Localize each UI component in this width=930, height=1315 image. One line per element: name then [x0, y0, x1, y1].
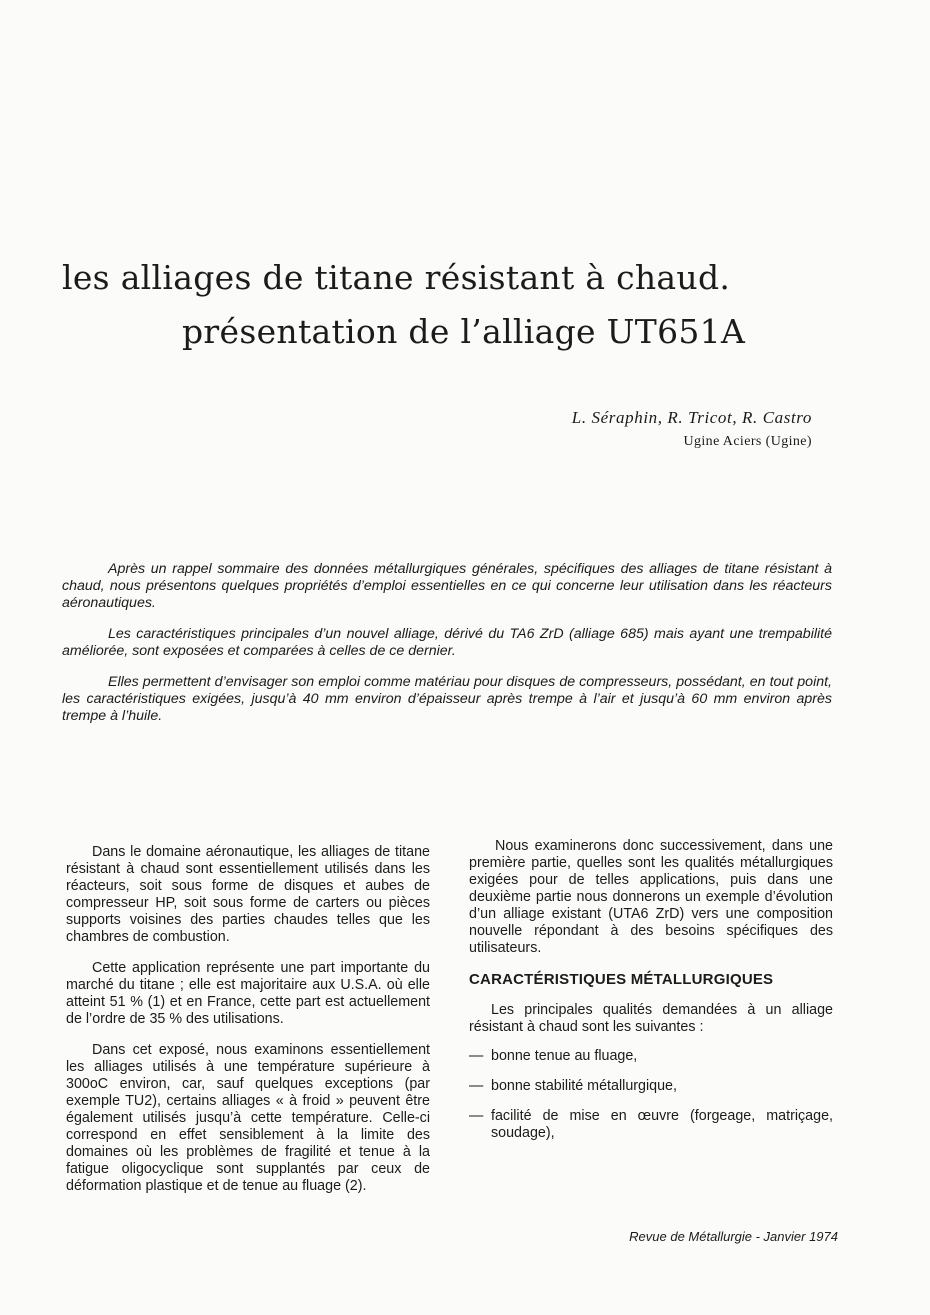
abstract	[62, 561, 832, 739]
abstract-paragraph: Après un rappel sommaire des données métallurgiques générales, spécifiques des alliages de titane résistant à chaud, nous présentons quelques propriétés d’emploi essentielles en ce qui concerne leur utilisation dans les réacteurs aéronautiques.	[62, 561, 832, 611]
section-heading: CARACTÉRISTIQUES MÉTALLURGIQUES	[469, 971, 774, 988]
right-column	[469, 838, 833, 1155]
abstract-paragraph: Elles permettent d’envisager son emploi comme matériau pour disques de compresseurs, possédant, en tout point, les caractéristiques exigées, jusqu’à 40 mm environ d’épaisseur après trempe à l’air et jusqu’à 60 mm environ après trempe à l’huile.	[62, 674, 832, 724]
body-paragraph: Nous examinerons donc successivement, dans une première partie, quelles sont les qualités métallurgiques exigées pour de telles applications, puis dans une deuxième partie nous donnerons un exemple d’évolution d’un alliage existant (UTA6 ZrD) vers une composition nouvelle répondant à des besoins spécifiques des utilisateurs.	[469, 838, 833, 956]
body-paragraph: Dans le domaine aéronautique, les alliages de titane résistant à chaud sont essentiellement utilisés dans les réacteurs, soit sous forme de disques et aubes de compresseur HP, soit sous forme de carters ou pièces supports voisines des parties chaudes telles que les chambres de combustion.	[66, 844, 430, 945]
list-item: — facilité de mise en œuvre (forgeage, matriçage, soudage),	[469, 1108, 833, 1142]
abstract-paragraph: Les caractéristiques principales d’un nouvel alliage, dérivé du TA6 ZrD (alliage 685) mais ayant une trempabilité améliorée, sont exposées et comparées à celles de ce dernier.	[62, 626, 832, 659]
title-line-1: les alliages de titane résistant à chaud.	[62, 258, 731, 297]
affiliation: Ugine Aciers (Ugine)	[683, 434, 812, 449]
body-paragraph: Les principales qualités demandées à un alliage résistant à chaud sont les suivantes :	[469, 1002, 833, 1035]
qualities-list	[469, 1048, 833, 1142]
list-item: — bonne tenue au fluage,	[469, 1048, 833, 1065]
body-paragraph: Dans cet exposé, nous examinons essentiellement les alliages utilisés à une température supérieure à 300oC environ, car, sauf quelques exceptions (par exemple TU2), certains alliages « à froid » peuvent être également utilisés jusqu’à cette température. Celle-ci correspond en effet sensiblement à la limite des domaines où les problèmes de fragilité et tenue à la fatigue oligocyclique sont supplantés par ceux de déformation plastique et de tenue au fluage (2).	[66, 1042, 430, 1194]
body-paragraph: Cette application représente une part importante du marché du titane ; elle est majoritaire aux U.S.A. où elle atteint 51 % (1) et en France, cette part est actuellement de l’ordre de 35 % des utilisations.	[66, 960, 430, 1027]
title-line-2: présentation de l’alliage UT651A	[182, 312, 746, 351]
authors: L. Séraphin, R. Tricot, R. Castro	[571, 408, 812, 427]
journal-footer: Revue de Métallurgie - Janvier 1974	[629, 1229, 838, 1244]
list-item: — bonne stabilité métallurgique,	[469, 1078, 833, 1095]
left-column	[66, 844, 430, 1209]
